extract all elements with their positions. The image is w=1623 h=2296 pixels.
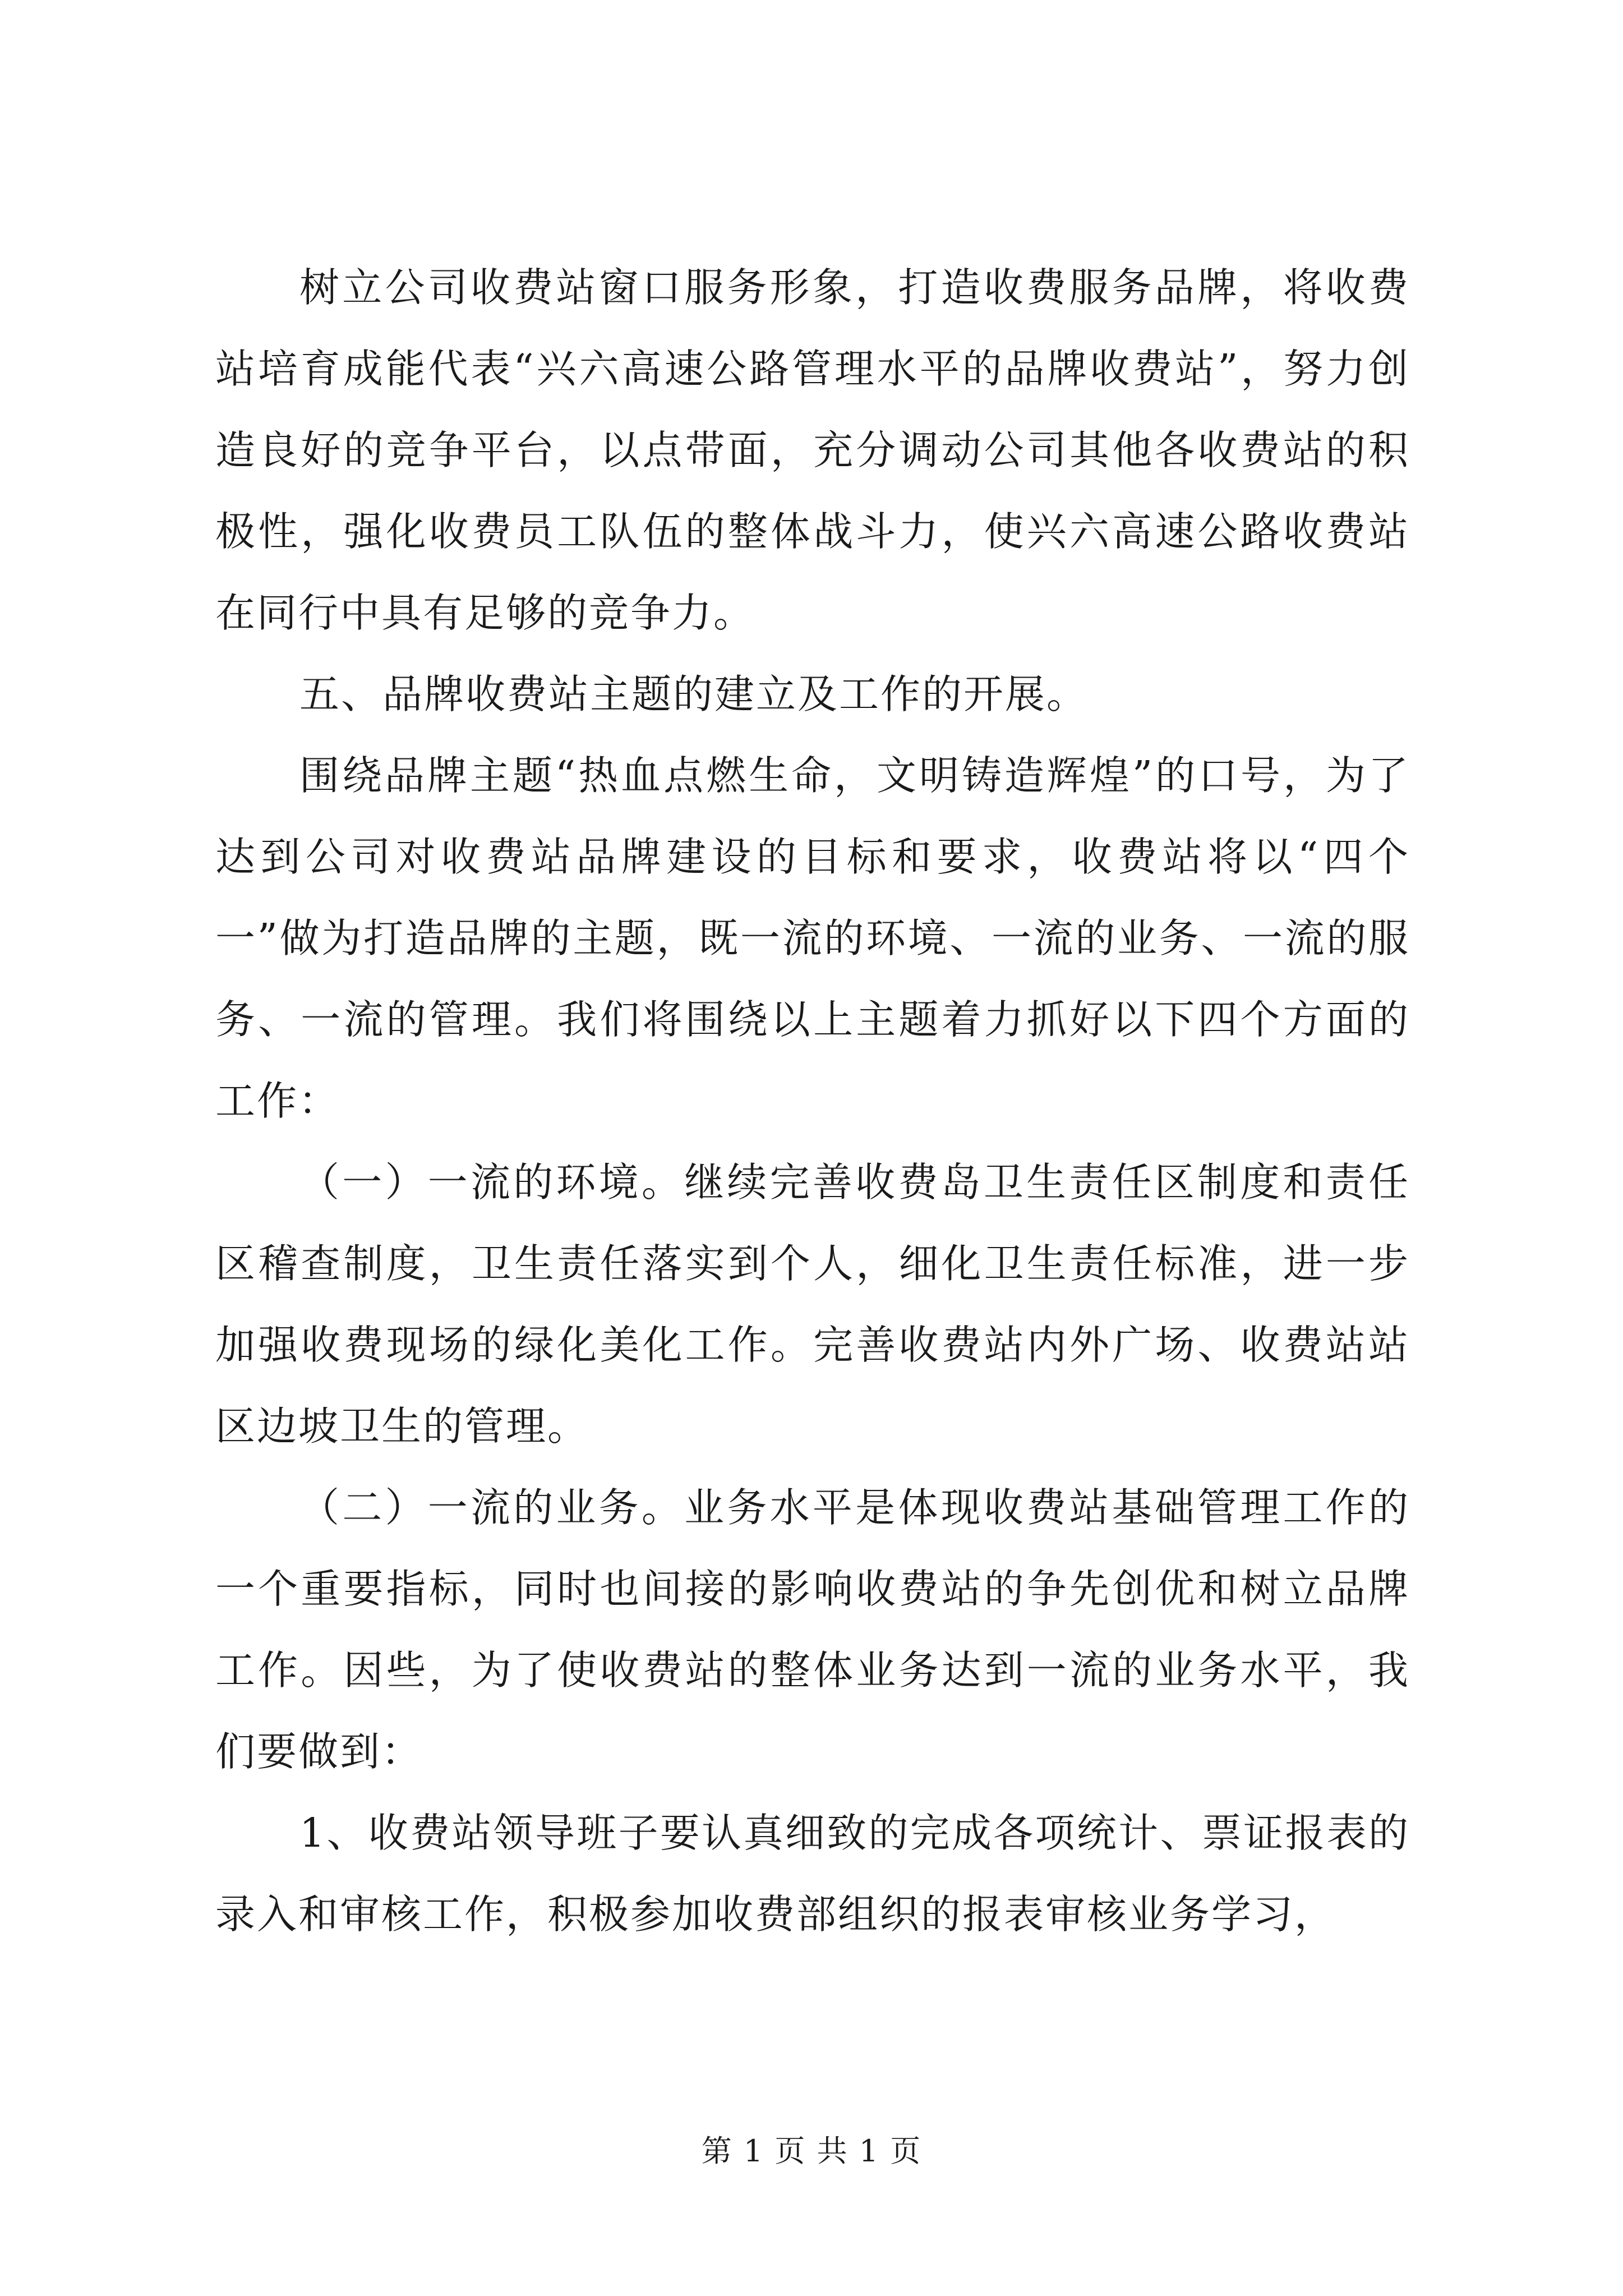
paragraph-business: （二）一流的业务。业务水平是体现收费站基础管理工作的一个重要指标，同时也间接的影响收费站的争先创优和树立品牌工作。因些，为了使收费站的整体业务达到一流的业务水平，我们要做到： [215,1484,1410,1775]
paragraph-brand-theme: 围绕品牌主题“热血点燃生命，文明铸造辉煌”的口号，为了达到公司对收费站品牌建设的目标和要求，收费站将以“四个一”做为打造品牌的主题，既一流的环境、一流的业务、一流的服务、一流的管理。我们将围绕以上主题着力抓好以下四个方面的工作： [215,752,1410,1124]
paragraph-environment: （一）一流的环境。继续完善收费岛卫生责任区制度和责任区稽查制度，卫生责任落实到个人，细化卫生责任标准，进一步加强收费现场的绿化美化工作。完善收费站内外广场、收费站站区边坡卫生的管理。 [215,1159,1410,1450]
section-heading-five: 五、品牌收费站主题的建立及工作的开展。 [299,671,1089,717]
document-body [215,247,1410,1955]
page-footer: 第 1 页 共 1 页 [701,2133,922,2169]
paragraph-item-one: 1、收费站领导班子要认真细致的完成各项统计、票证报表的录入和审核工作，积极参加收费部组织的报表审核业务学习， [215,1810,1410,1938]
paragraph-brand-image: 树立公司收费站窗口服务形象，打造收费服务品牌，将收费站培育成能代表“兴六高速公路管理水平的品牌收费站”，努力创造良好的竞争平台，以点带面，充分调动公司其他各收费站的积极性，强化收费员工队伍的整体战斗力，使兴六高速公路收费站在同行中具有足够的竞争力。 [215,264,1410,636]
